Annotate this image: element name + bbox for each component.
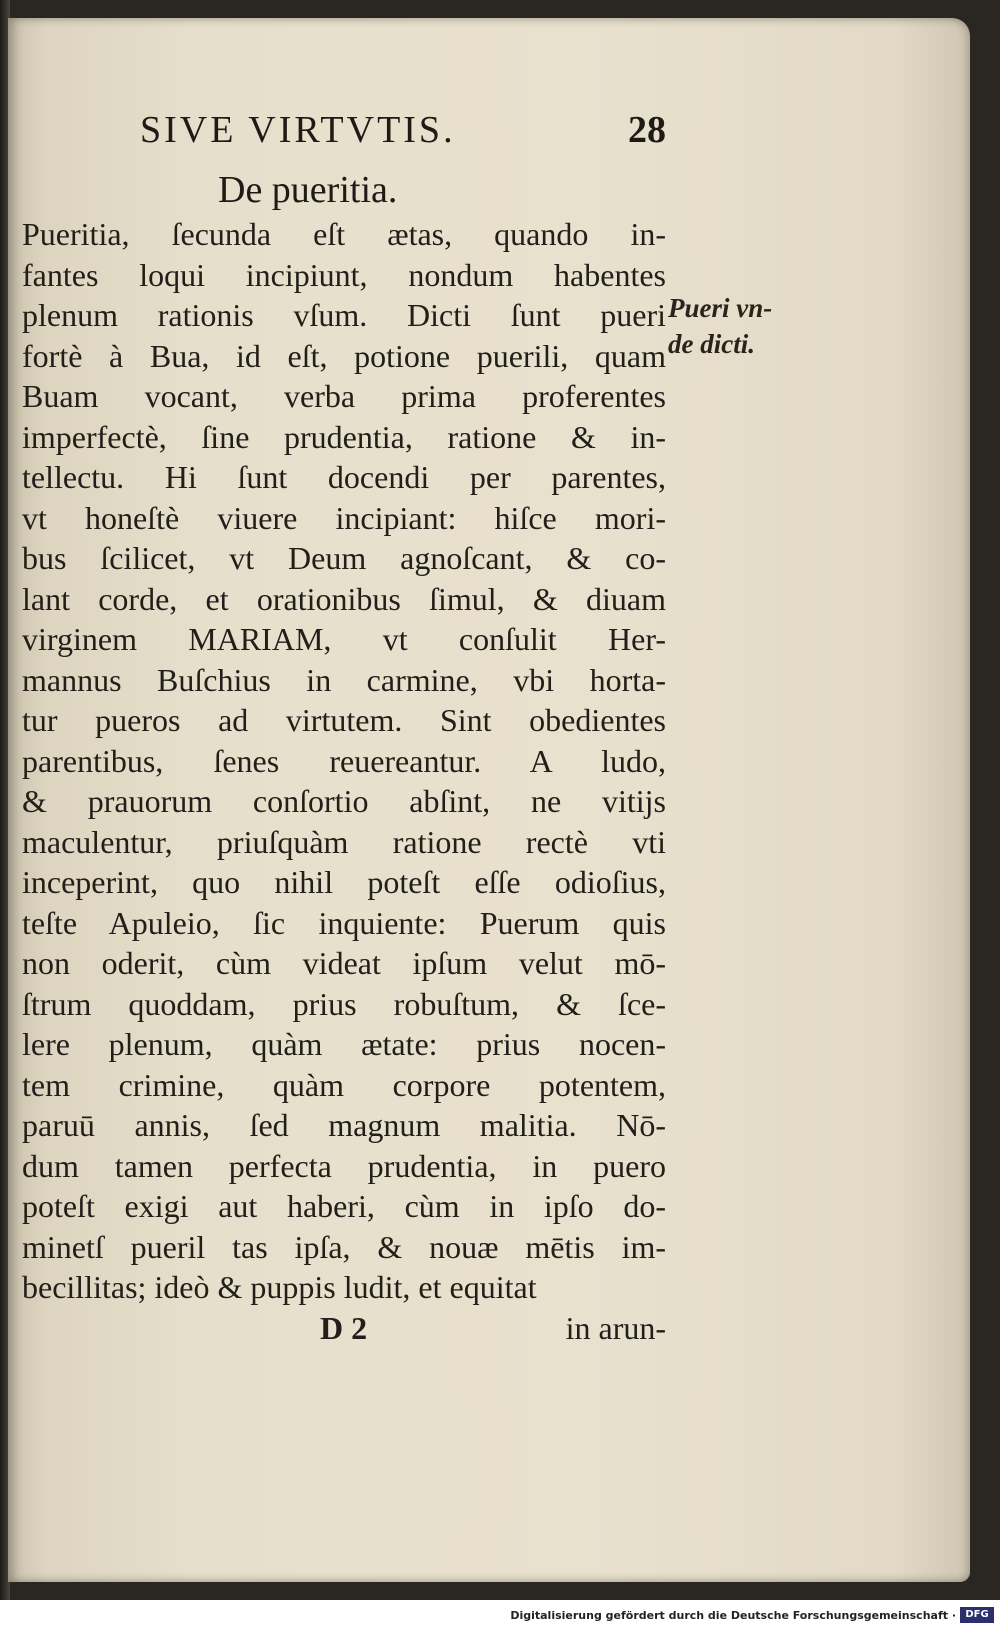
text-line: vt honeſtè viuere incipiant: hiſce mori- xyxy=(22,499,666,536)
text-line: poteſt exigi aut haberi, cùm in ipſo do- xyxy=(22,1188,666,1224)
text-line: teſte Apuleio, ſic inquiente: Puerum quis xyxy=(22,904,666,941)
text-line: inceperint, quo nihil poteſt eſſe odioſius, xyxy=(22,864,666,900)
page-header xyxy=(140,108,680,158)
text-line: tur pueros ad virtutem. Sint obedientes xyxy=(22,702,666,738)
text-line: Pueritia, ſecunda eſt ætas, quando in- xyxy=(22,216,666,252)
marginal-note-line: de dicti. xyxy=(668,329,755,359)
text-line: imperfectè, ſine prudentia, ratione & in- xyxy=(22,418,666,455)
text-line: paruū annis, ſed magnum malitia. Nō- xyxy=(22,1107,666,1143)
marginal-note-line: Pueri vn- xyxy=(668,293,773,323)
text-line: lere plenum, quàm ætate: prius nocen- xyxy=(22,1026,666,1062)
digitization-footer xyxy=(0,1600,1000,1632)
funding-credit: Digitalisierung gefördert durch die Deutsche Forschungsgemeinschaft · xyxy=(510,1609,956,1622)
text-line: non oderit, cùm videat ipſum velut mō- xyxy=(22,945,666,981)
text-line: virginem MARIAM, vt conſulit Her- xyxy=(22,621,666,657)
text-line: maculentur, priuſquàm ratione rectè vti xyxy=(22,823,666,860)
text-line: bus ſcilicet, vt Deum agnoſcant, & co- xyxy=(22,540,666,576)
text-line: Buam vocant, verba prima proferentes xyxy=(22,378,666,414)
text-line: mannus Buſchius in carmine, vbi horta- xyxy=(22,661,666,698)
page-number: 28 xyxy=(628,109,666,151)
dfg-logo-icon: DFG xyxy=(960,1607,994,1623)
catchword: in arun- xyxy=(565,1310,666,1346)
text-line: & prauorum conſortio abſint, ne vitijs xyxy=(22,783,666,819)
signature-mark: D 2 xyxy=(320,1310,368,1346)
text-line: lant corde, et orationibus ſimul, & diuam xyxy=(22,580,666,617)
text-line: dum tamen perfecta prudentia, in puero xyxy=(22,1147,666,1184)
text-line: becillitas; ideò & puppis ludit, et equitat xyxy=(22,1269,537,1305)
text-line: plenum rationis vſum. Dicti ſunt pueri xyxy=(22,297,666,333)
text-line: minetſ pueril tas ipſa, & nouæ mētis im- xyxy=(22,1228,666,1265)
text-line: tem crimine, quàm corpore potentem, xyxy=(22,1066,666,1103)
text-line: ſtrum quoddam, prius robuſtum, & ſce- xyxy=(22,985,666,1022)
text-line: fantes loqui incipiunt, nondum habentes xyxy=(22,256,666,293)
text-line: tellectu. Hi ſunt docendi per parentes, xyxy=(22,459,666,495)
marginal-note xyxy=(668,290,772,362)
text-line: parentibus, ſenes reuereantur. A ludo, xyxy=(22,742,666,779)
running-title: SIVE VIRTVTIS. xyxy=(140,109,456,151)
body-text xyxy=(22,214,666,1308)
text-line: fortè à Bua, id eſt, potione puerili, quam xyxy=(22,337,666,374)
section-title: De pueritia. xyxy=(218,169,398,211)
